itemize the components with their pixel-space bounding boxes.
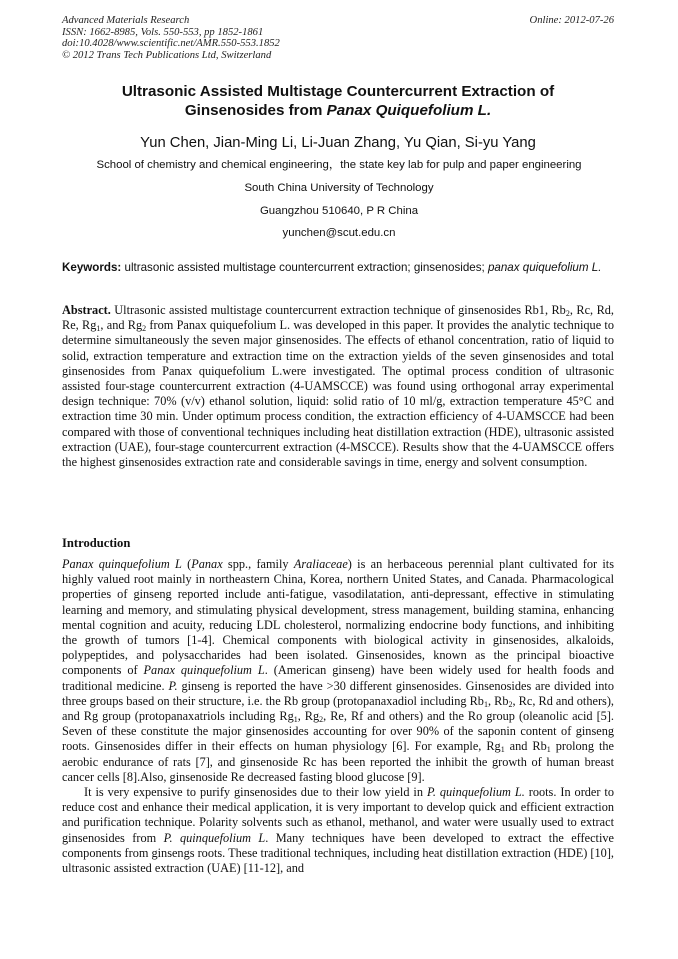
issn-line: ISSN: 1662-8985, Vols. 550-553, pp 1852-1861	[62, 26, 264, 38]
species-name: P. quinquefolium L	[163, 830, 266, 845]
affiliation-line-1: School of chemistry and chemical engineering，the state key lab for pulp and paper engineering	[96, 159, 582, 171]
affiliation-line-2: South China University of Technology	[244, 182, 434, 194]
abstract-sub-2: 1	[96, 324, 101, 334]
intro-paragraph-1	[62, 557, 614, 785]
intro-paragraph-2	[62, 785, 614, 876]
species-name: Panax quinquefolium L	[62, 557, 182, 571]
introduction-body	[62, 557, 614, 876]
keywords-label: Keywords:	[62, 261, 122, 274]
text-run: and Rb	[504, 739, 547, 754]
text-run: It is very expensive to purify ginsenosides due to their low yield in	[84, 785, 427, 800]
copyright-line: © 2012 Trans Tech Publications Ltd, Switzerland	[62, 49, 272, 61]
author-list: Yun Chen, Jian-Ming Li, Li-Juan Zhang, Yu Qian, Si-yu Yang	[140, 135, 536, 151]
text-run: , Rg	[297, 709, 320, 724]
species-abbrev: P.	[168, 678, 178, 693]
text-run: prolong the aerobic endurance of rats [7], and ginsenoside Rc has been reported the inhibit the growth of human breast cancer cells [8].Also, ginsenoside Re decreased fasting blood glucose [9].	[62, 739, 614, 784]
title-line-1: Ultrasonic Assisted Multistage Countercurrent Extraction of	[121, 83, 555, 100]
abstract-text-4: from Panax quiquefolium L. was developed in this paper. It provides the analytic technique to determine simultaneously the seven major ginsenosides. The effects of ethanol concentration, ratio of liquid to solid, extraction temperature and extraction time on the extraction yields of the seven ginsenosides and total ginsenosides from Panax quiquefolium L.were investigated. The optimal process condition of ultrasonic assisted four-stage countercurrent extraction (4-UAMSCCE) was found using orthogonal array experimental design technique: 70% (v/v) ethanol solution, liquid: solid ratio of 10 ml/g, extraction temperature 45°C and extraction time 30 min. Under optimum process condition, the extraction efficiency of 4-UAMSCCE had been compared with those of conventional techniques including heat distillation extraction (HDE), ultrasonic assisted extraction (UAE), four-stage countercurrent extraction (4-MSCCE). Results show that the 4-UAMSCCE offers the highest ginsenosides extraction rate and considerable savings in time, energy and solvent consumption.	[62, 318, 614, 470]
subscript: 1	[483, 699, 488, 709]
author-email: yunchen@scut.edu.cn	[282, 227, 396, 239]
section-heading-introduction: Introduction	[62, 536, 131, 550]
abstract-text-2: , Rc, Rd, Re, Rg	[62, 303, 614, 333]
subscript: 1	[500, 745, 505, 755]
family-name: Araliaceae	[293, 557, 348, 571]
subscript: 1	[546, 745, 551, 755]
abstract-sub-1: 2	[565, 309, 570, 318]
text-run: , Re, Rf and others) and the Ro group (oleanolic acid [5]. Seven of these constitute the major ginsenosides accounting for over 90% of the saponin content of ginseng roots. Ginsenosides differ in their effects on human physiology [6]. For example, Rg	[62, 709, 614, 754]
subscript: 2	[319, 715, 324, 725]
doi-line: doi:10.4028/www.scientific.net/AMR.550-553.1852	[62, 38, 280, 49]
abstract-sub-3: 2	[142, 324, 147, 334]
journal-header	[62, 15, 614, 61]
journal-name: Advanced Materials Research	[62, 15, 190, 26]
title-line-2	[62, 101, 614, 120]
genus-name: Panax	[191, 557, 223, 571]
keywords-text: ultrasonic assisted multistage countercurrent extraction; ginsenosides;	[121, 261, 488, 274]
keywords-italic: panax quiquefolium L.	[487, 261, 602, 274]
online-date: Online: 2012-07-26	[529, 15, 614, 26]
abstract-text-3: , and Rg	[100, 318, 143, 333]
title-species: Panax Quiquefolium L.	[326, 102, 492, 119]
paper-title	[62, 82, 614, 120]
text-run: , Rb	[487, 693, 509, 708]
species-name: P. quinquefolium L.	[426, 785, 525, 800]
text-run: . Many techniques have been developed to extract the effective components from ginsengs roots. These traditional techniques, including heat distillation extraction (HDE) [10], ultrasonic assisted extraction (UAE) [11-12], and	[62, 830, 614, 876]
text-run: , Rc, Rd and others), and Rg group (protopanaxatriols including Rg	[62, 693, 615, 724]
affiliation-line-3: Guangzhou 510640, P R China	[259, 205, 419, 217]
abstract-label: Abstract.	[62, 303, 111, 317]
subscript: 1	[293, 715, 298, 725]
abstract	[62, 303, 614, 470]
text-run: . (American ginseng) have been widely used for health foods and traditional medicine.	[62, 663, 614, 693]
abstract-text-1: Ultrasonic assisted multistage countercurrent extraction technique of ginsenosides Rb1, Rb	[110, 303, 566, 317]
text-run: spp., family	[222, 557, 294, 571]
text-run: ) is an herbaceous perennial plant cultivated for its highly valued root mainly in northeastern China, Korea, northern United States, and Canada. Pharmacological properties of ginseng reported include anti-fatigue, vasodilatation, anti-depressant, effective in stimulating learning and memory, and stimulating physical development, stress management, building stamina, enhancing mental cognition and acuity, reducing LDL cholesterol, normalizing endocrine body functions, and inhibiting the growth of tumors [1-4]. Chemical components with biological activity in ginsenosides, alkaloids, polypeptides, and polysaccharides had been isolated. Ginsenosides, known as the principal bioactive components of	[62, 557, 614, 678]
text-run: roots. In order to reduce cost and enhance their medical application, it is very important to develop quick and efficient extraction and purification technique. Polarity solvents such as ethanol, methanol, and water were usually used to extract ginsenosides from	[62, 785, 614, 845]
text-run: (	[181, 557, 192, 571]
keywords	[62, 260, 614, 275]
subscript: 2	[508, 699, 513, 709]
species-name: Panax quinquefolium L	[143, 663, 265, 678]
title-line-2-text: Ginsenosides from	[184, 102, 327, 119]
text-run: ginseng is reported the have >30 different ginsenosides. Ginsenosides are divided into three groups based on their structure, i.e. the Rb group (protopanaxadiol including Rb	[62, 678, 614, 708]
